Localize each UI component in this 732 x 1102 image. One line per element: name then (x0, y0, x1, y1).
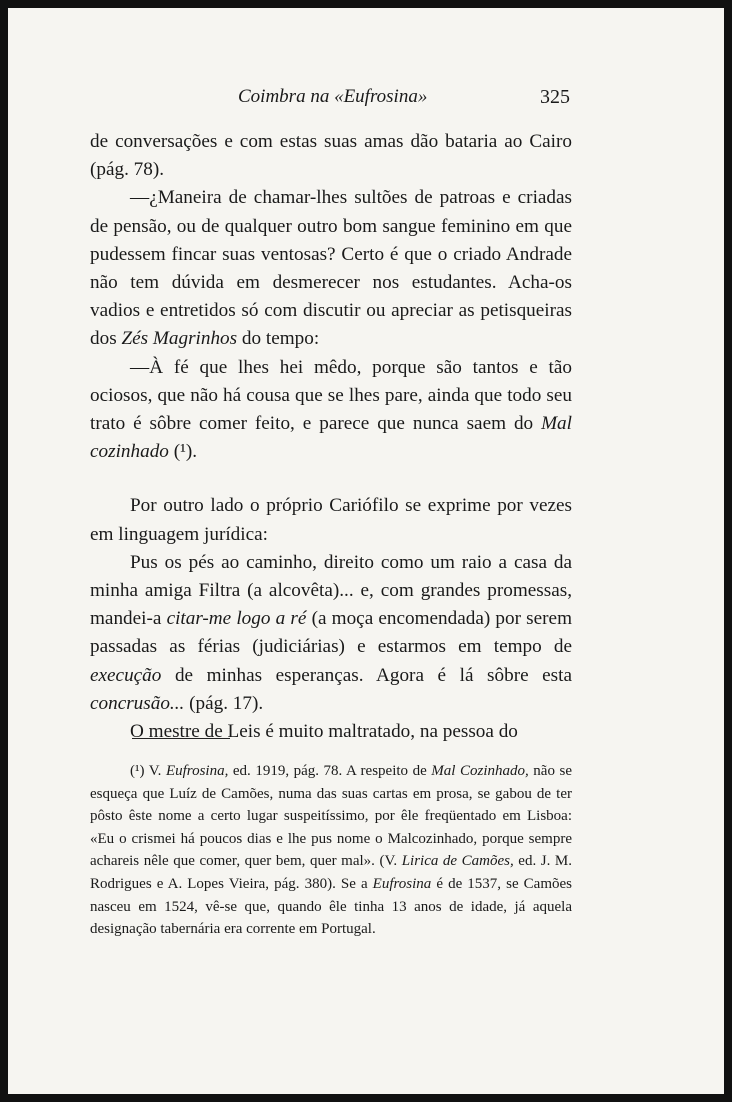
paragraph-2: —¿Maneira de chamar-lhes sultões de patroas e criadas de pensão, ou de qualquer outro bom sangue feminino em que pudessem fincar suas ventosas? Certo é que o criado Andrade não tem dúvida em desmerecer nos estudantes. Acha-os vadios e entretidos só com discutir ou apreciar as petisqueiras dos Zés Magrinhos do tempo: (90, 187, 572, 350)
footnote-divider (132, 738, 230, 739)
page-header (98, 86, 578, 116)
italic-term: Mal cozinhado (90, 413, 572, 463)
page-number: 325 (540, 86, 570, 108)
paragraph-5: Pus os pés ao caminho, direito como um raio a casa da minha amiga Filtra (a alcovêta)... e, com grandes promessas, mandei-a citar-me logo a ré (a moça encomendada) por serem passadas as férias (judiciárias) e estarmos em tempo de execução de minhas esperanças. Agora é lá sôbre esta concrusão... (pág. 17). (90, 551, 572, 714)
running-title: Coimbra na «Eufrosina» (238, 86, 428, 107)
book-page (8, 8, 724, 1094)
italic-term: concrusão... (90, 692, 185, 714)
paragraph-3: —À fé que lhes hei mêdo, porque são tantos e tão ociosos, que não há cousa que se lhes pare, ainda que todo seu trato é sôbre comer feito, e parece que nunca saem do Mal cozinhado (¹). (90, 356, 572, 463)
footnote-text: (¹) V. Eufrosina, ed. 1919, pág. 78. A respeito de Mal Cozinhado, não se esqueça que Luíz de Camões, numa das suas cartas em prosa, se gabou de ter pôsto êste nome a certo lugar suspeitíssimo, por êle freqüentado em Lisboa: «Eu o crismei há poucos dias e lhe pus nome o Malcozinhado, porque sempre achareis nêle que comer, quer bem, quer mal». (V. Lirica de Camões, ed. J. M. Rodrigues e A. Lopes Vieira, pág. 380). Se a Eufrosina é de 1537, se Camões nasceu em 1524, vê-se que, quando êle tinha 13 anos de idade, já aquela designação tabernária era corrente em Portugal. (90, 763, 572, 938)
paragraph-4: Por outro lado o próprio Cariófilo se exprime por vezes em linguagem jurídica: (90, 495, 572, 545)
italic-term: Zés Magrinhos (121, 328, 238, 350)
italic-term: execução (90, 664, 162, 686)
paragraph-1: de conversações e com estas suas amas dão bataria ao Cairo (pág. 78). (90, 131, 572, 181)
main-text (90, 128, 572, 746)
italic-term: citar-me logo a ré (166, 608, 307, 630)
footnote-reference: (¹). (168, 441, 198, 463)
footnote (90, 760, 572, 941)
paragraph-6: O mestre de Leis é muito maltratado, na pessoa do (130, 721, 518, 743)
